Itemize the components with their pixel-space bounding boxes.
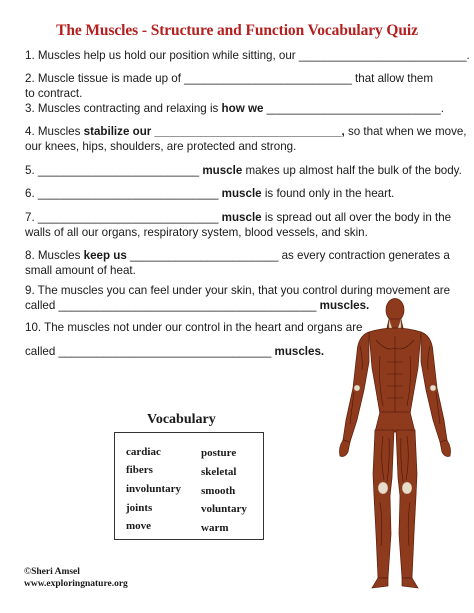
q2-line-2: to contract. xyxy=(25,86,83,100)
q10-blank[interactable]: called _________________________________ xyxy=(25,345,275,358)
q8-text: 8. Muscles xyxy=(25,249,84,262)
vocab-word: warm xyxy=(201,522,229,534)
vocab-word: voluntary xyxy=(201,503,247,515)
q9-blank[interactable]: called ________________________________________ xyxy=(25,298,320,312)
vocab-word: smooth xyxy=(201,485,236,497)
q8-bold: keep us xyxy=(83,249,127,262)
q8-blank[interactable]: _______________________ xyxy=(126,249,279,262)
figure-left-leg xyxy=(373,430,394,578)
muscle-figure-illustration xyxy=(336,296,454,596)
credit-author: ©Sheri Amsel xyxy=(24,567,80,577)
figure-left-hand xyxy=(339,440,350,457)
q4-text-end: so that when we move, xyxy=(344,125,467,138)
q5-bold: muscle xyxy=(202,164,243,177)
q7-blank[interactable]: 7. ____________________________ xyxy=(25,211,222,224)
figure-right-foot xyxy=(402,578,418,588)
question-8 xyxy=(25,249,450,278)
figure-right-leg xyxy=(396,430,417,578)
vocab-word: joints xyxy=(126,502,153,514)
q5-blank[interactable]: 5. _________________________ xyxy=(25,164,203,177)
q5-text: makes up almost half the bulk of the body. xyxy=(242,164,462,177)
q6-text: is found only in the heart. xyxy=(261,187,395,200)
question-1 xyxy=(25,49,470,64)
q3-bold: how we xyxy=(221,102,264,115)
q8-line-2: small amount of heat. xyxy=(25,263,136,277)
q4-line-2: our knees, hips, shoulders, are protected and strong. xyxy=(25,139,297,153)
vocab-word: move xyxy=(126,520,152,532)
vocabulary-box xyxy=(114,432,264,540)
q1-text: 1. Muscles help us hold our position while sitting, our xyxy=(25,49,299,62)
q9-bold: muscles. xyxy=(319,298,370,312)
vocabulary-title: Vocabulary xyxy=(147,412,216,427)
q6-bold: muscle xyxy=(221,187,262,200)
q8-text-end: as every contraction generates a xyxy=(278,249,450,262)
q4-blank[interactable]: _____________________________, xyxy=(151,125,345,138)
vocab-word: involuntary xyxy=(126,483,182,495)
q6-blank[interactable]: 6. ____________________________ xyxy=(25,187,222,200)
q10-bold: muscles. xyxy=(274,345,325,358)
vocab-word: skeletal xyxy=(201,466,237,478)
q1-blank[interactable]: __________________________. xyxy=(298,49,470,62)
q3-text: 3. Muscles contracting and relaxing is xyxy=(25,102,222,115)
figure-head xyxy=(386,299,404,322)
question-5 xyxy=(25,164,462,179)
question-7 xyxy=(25,211,452,240)
figure-hips xyxy=(375,412,415,432)
vocab-word: cardiac xyxy=(126,446,161,458)
figure-left-foot xyxy=(372,578,388,588)
q2-text-end: that allow them xyxy=(351,72,434,85)
q4-text: 4. Muscles xyxy=(25,125,84,138)
question-6 xyxy=(25,187,445,202)
q10-line-1: 10. The muscles not under our control in the heart and organs are xyxy=(25,321,363,334)
credit-website: www.exploringnature.org xyxy=(24,579,128,589)
q7-bold: muscle xyxy=(221,211,262,224)
q4-bold: stabilize our xyxy=(83,125,152,138)
question-4 xyxy=(25,125,467,154)
figure-right-hand xyxy=(440,440,451,457)
q2-blank[interactable]: __________________________ xyxy=(184,72,352,85)
q2-text: 2. Muscle tissue is made up of xyxy=(25,72,185,85)
question-2 xyxy=(25,72,445,101)
vocab-word: posture xyxy=(201,447,237,459)
q9-line-1: 9. The muscles you can feel under your skin, that you control during movement are xyxy=(25,284,451,297)
question-3 xyxy=(25,102,445,117)
q7-line-2: walls of all our organs, respiratory system, blood vessels, and skin. xyxy=(25,225,368,239)
quiz-title: The Muscles - Structure and Function Vocabulary Quiz xyxy=(56,22,418,39)
q3-blank[interactable]: ___________________________. xyxy=(263,102,444,115)
q7-text: is spread out all over the body in the xyxy=(261,211,452,224)
vocab-word: fibers xyxy=(126,464,153,476)
